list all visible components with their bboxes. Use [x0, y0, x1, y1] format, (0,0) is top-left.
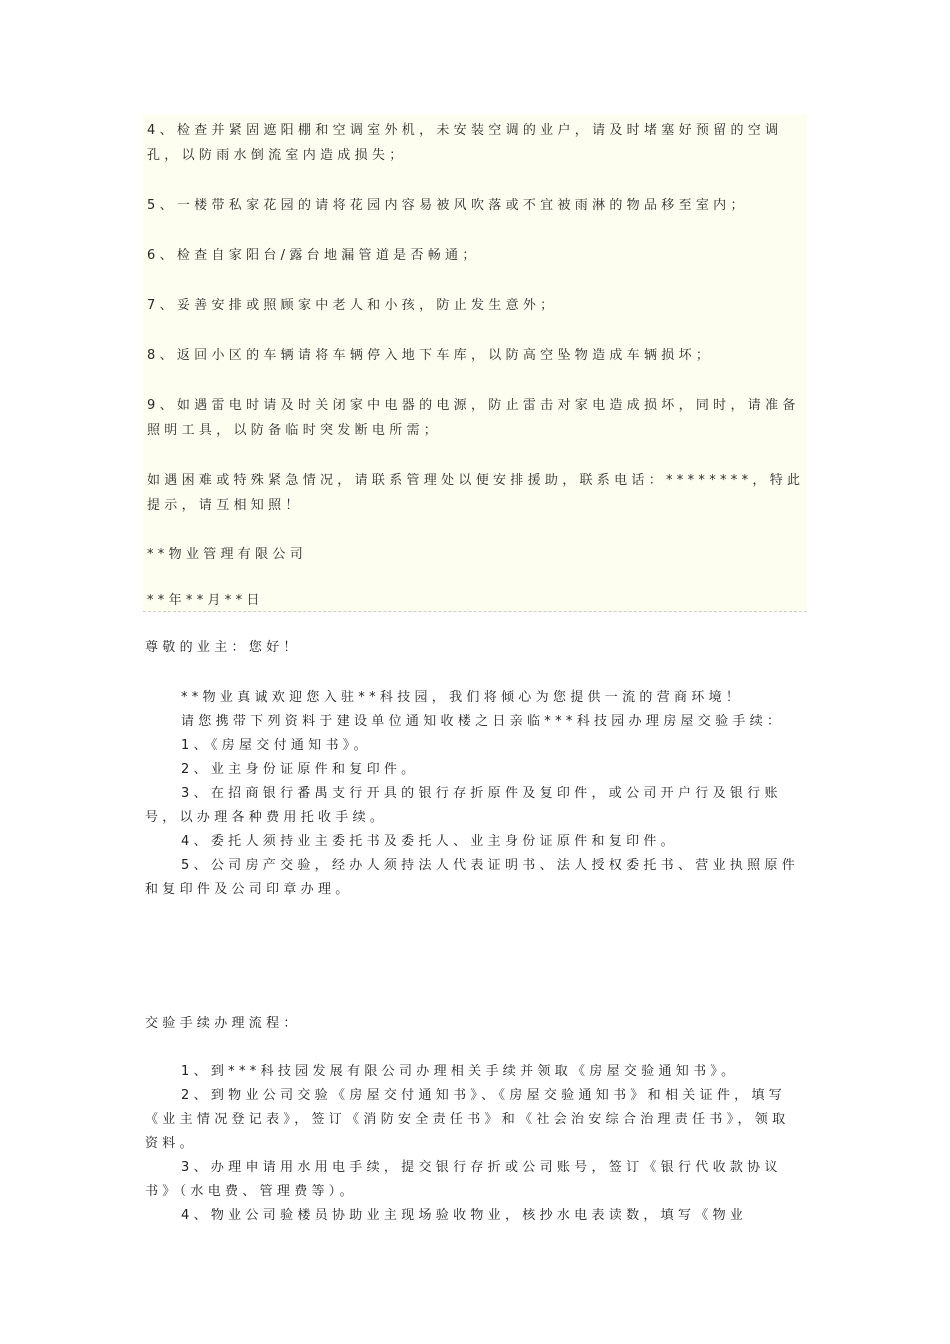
letter-intro: 请您携带下列资料于建设单位通知收楼之日亲临***科技园办理房屋交验手续： [181, 714, 785, 729]
letter-greeting: 尊敬的业主：您好！ [145, 640, 301, 655]
notice-item-9: 9、如遇雷电时请及时关闭家中电器的电源，防止雷击对家电造成损坏，同时，请准备照明工具，以防备临时突发断电所需； [147, 398, 800, 438]
required-item: 5、公司房产交验，经办人须持法人代表证明书、法人授权委托书、营业执照原件和复印件及公司印章办理。 [145, 858, 800, 897]
process-step: 4、物业公司验楼员协助业主现场验收物业，核抄水电表读数，填写《物业 [181, 1208, 748, 1223]
letter-body [145, 686, 805, 902]
required-item: 1、《房屋交付通知书》。 [181, 738, 371, 753]
notice-item-5: 5、一楼带私家花园的请将花园内容易被风吹落或不宜被雨淋的物品移至室内； [147, 198, 748, 213]
notice-company: **物业管理有限公司 [147, 547, 307, 562]
notice-item-7: 7、妥善安排或照顾家中老人和小孩，防止发生意外； [147, 298, 558, 313]
process-step: 3、办理申请用水用电手续，提交银行存折或公司账号，签订《银行代收款协议书》（水电费、管理费等）。 [145, 1160, 782, 1199]
process-step: 1、到***科技园发展有限公司办理相关手续并领取《房屋交验通知书》。 [181, 1064, 739, 1079]
notice-contact: 如遇困难或特殊紧急情况，请联系管理处以便安排援助，联系电话：********，特此提示，请互相知照！ [147, 473, 805, 513]
notice-date: **年**月**日 [147, 593, 264, 608]
required-item: 3、在招商银行番禺支行开具的银行存折原件及复印件，或公司开户行及银行账号，以办理各种费用托收手续。 [145, 786, 782, 825]
letter-welcome: **物业真诚欢迎您入驻**科技园，我们将倾心为您提供一流的营商环境！ [181, 690, 744, 705]
process-step: 2、到物业公司交验《房屋交付通知书》、《房屋交验通知书》和相关证件，填写《业主情况登记表》，签订《消防安全责任书》和《社会治安综合治理责任书》，领取资料。 [145, 1088, 790, 1151]
notice-box [143, 114, 807, 612]
process-steps [145, 1060, 805, 1228]
notice-item-8: 8、返回小区的车辆请将车辆停入地下车库，以防高空坠物造成车辆损坏； [147, 348, 714, 363]
required-item: 4、委托人须持业主委托书及委托人、业主身份证原件和复印件。 [181, 834, 678, 849]
notice-item-6: 6、检查自家阳台/露台地漏管道是否畅通； [147, 248, 480, 263]
notice-item-4: 4、检查并紧固遮阳棚和空调室外机，未安装空调的业户，请及时堵塞好预留的空调孔，以防雨水倒流室内造成损失； [147, 123, 783, 163]
process-title: 交验手续办理流程： [145, 1016, 301, 1031]
required-item: 2、业主身份证原件和复印件。 [181, 762, 419, 777]
